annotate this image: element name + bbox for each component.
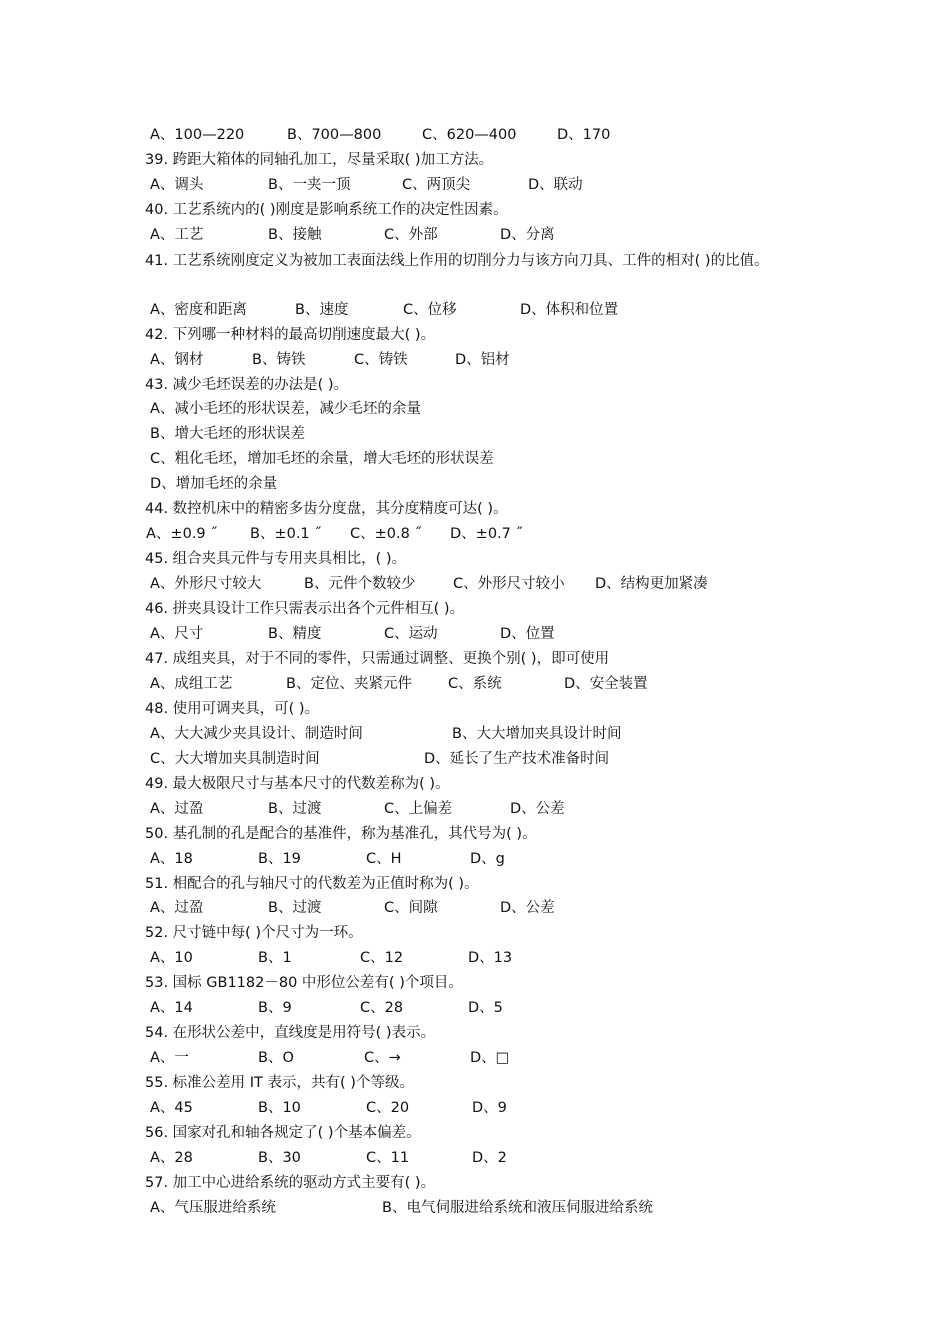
question-text: 40. 工艺系统内的( )刚度是影响系统工作的决定性因素。 — [145, 201, 508, 218]
question-text: 50. 基孔制的孔是配合的基准件，称为基准孔，其代号为( )。 — [145, 825, 537, 842]
answer-option: A、尺寸 — [150, 626, 204, 642]
answer-option: D、延长了生产技术准备时间 — [424, 750, 610, 767]
answer-options-row — [150, 473, 910, 498]
answer-option: D、增加毛坯的余量 — [150, 476, 278, 493]
answer-option: D、□ — [470, 1050, 510, 1067]
answer-option: B、速度 — [295, 301, 349, 318]
answer-option: B、定位、夹紧元件 — [286, 675, 412, 692]
question-text: 56. 国家对孔和轴各规定了( )个基本偏差。 — [145, 1125, 421, 1141]
question-text: 47. 成组夹具，对于不同的零件，只需通过调整、更换个别( )，即可使用 — [145, 650, 610, 667]
answer-option: D、安全装置 — [564, 675, 648, 692]
answer-option: D、位置 — [500, 626, 555, 642]
answer-option: B、9 — [258, 1000, 292, 1017]
answer-option: B、一夹一顶 — [268, 176, 351, 193]
answer-option: C、粗化毛坯，增加毛坯的余量，增大毛坯的形状误差 — [150, 451, 494, 468]
question-text: 49. 最大极限尺寸与基本尺寸的代数差称为( )。 — [145, 775, 450, 792]
question-text: 51. 相配合的孔与轴尺寸的代数差为正值时称为( )。 — [145, 875, 479, 892]
answer-options-row — [150, 398, 910, 423]
answer-option: A、±0.9 ˝ — [146, 526, 218, 543]
answer-option: A、过盈 — [150, 800, 204, 817]
answer-options-row — [150, 224, 910, 249]
answer-options-row — [150, 748, 910, 773]
answer-option: D、13 — [468, 950, 513, 967]
question-text: 57. 加工中心进给系统的驱动方式主要有( )。 — [145, 1174, 436, 1191]
answer-options-row — [150, 174, 910, 199]
answer-option: D、公差 — [510, 800, 565, 817]
answer-option: A、密度和距离 — [150, 301, 247, 318]
answer-option: A、14 — [150, 1000, 193, 1017]
answer-option: B、过渡 — [268, 900, 322, 917]
answer-option: D、结构更加紧凑 — [595, 576, 708, 593]
answer-option: B、700—800 — [287, 127, 382, 143]
answer-option: C、上偏差 — [384, 800, 453, 817]
answer-options-row — [150, 573, 910, 598]
answer-option: A、100—220 — [150, 127, 245, 143]
answer-options-row — [150, 1047, 910, 1072]
question-text: 41. 工艺系统刚度定义为被加工表面法线上作用的切削分力与该方向刀具、工件的相对( )的比值。 — [145, 252, 769, 269]
answer-option: B、±0.1 ˝ — [250, 526, 322, 543]
answer-option: C、间隙 — [384, 900, 438, 917]
answer-options-row — [150, 673, 910, 698]
question-text: 45. 组合夹具元件与专用夹具相比，( )。 — [145, 551, 407, 568]
answer-option: B、精度 — [268, 626, 322, 642]
answer-options-row — [150, 448, 910, 473]
question-text: 46. 拼夹具设计工作只需表示出各个元件相互( )。 — [145, 601, 465, 618]
answer-option: A、一 — [150, 1050, 189, 1067]
answer-option: D、±0.7 ˝ — [450, 526, 523, 543]
answer-option: D、170 — [557, 127, 611, 143]
answer-option: A、工艺 — [150, 226, 204, 243]
answer-option: B、接触 — [268, 226, 322, 243]
answer-option: C、20 — [366, 1100, 410, 1117]
answer-options-row — [150, 349, 910, 374]
answer-option: A、钢材 — [150, 351, 204, 368]
answer-option: D、体积和位置 — [520, 301, 619, 318]
answer-option: A、10 — [150, 950, 193, 967]
answer-option: D、铝材 — [455, 351, 510, 368]
answer-option: C、12 — [360, 950, 404, 967]
answer-option: C、位移 — [403, 301, 457, 318]
answer-option: D、9 — [472, 1100, 507, 1117]
answer-option: A、成组工艺 — [150, 675, 233, 692]
answer-options-row — [150, 1097, 910, 1122]
question-text: 48. 使用可调夹具，可( )。 — [145, 700, 320, 717]
answer-option: B、O — [258, 1050, 294, 1067]
answer-option: C、H — [366, 850, 402, 867]
answer-options-row — [150, 1197, 910, 1222]
answer-option: B、30 — [258, 1149, 301, 1166]
answer-option: B、1 — [258, 950, 292, 967]
question-text: 55. 标准公差用 IT 表示，共有( )个等级。 — [145, 1075, 414, 1092]
answer-option: B、19 — [258, 850, 301, 867]
answer-option: B、电气伺服进给系统和液压伺服进给系统 — [382, 1199, 653, 1216]
answer-option: B、元件个数较少 — [304, 576, 416, 593]
answer-option: A、18 — [150, 850, 193, 867]
answer-option: C、运动 — [384, 626, 438, 642]
answer-option: D、g — [470, 850, 505, 867]
question-text: 43. 减少毛坯误差的办法是( )。 — [145, 376, 349, 393]
question-text: 52. 尺寸链中每( )个尺寸为一环。 — [145, 925, 363, 942]
answer-options-row — [150, 798, 910, 823]
answer-option: C、外形尺寸较小 — [453, 576, 565, 593]
answer-options-row — [150, 623, 910, 648]
answer-option: D、2 — [472, 1149, 507, 1166]
answer-option: A、调头 — [150, 176, 204, 193]
answer-option: C、系统 — [448, 675, 502, 692]
answer-option: D、公差 — [500, 900, 555, 917]
answer-option: C、铸铁 — [354, 351, 408, 368]
question-text: 42. 下列哪一种材料的最高切削速度最大( )。 — [145, 326, 436, 343]
answer-option: C、620—400 — [422, 127, 517, 143]
answer-option: B、增大毛坯的形状误差 — [150, 426, 305, 443]
answer-option: D、联动 — [528, 176, 583, 193]
answer-options-row — [150, 897, 910, 922]
answer-option: C、±0.8 ˝ — [350, 526, 422, 543]
answer-option: A、减小毛坯的形状误差，减少毛坯的余量 — [150, 401, 421, 418]
question-text: 44. 数控机床中的精密多齿分度盘，其分度精度可达( )。 — [145, 501, 508, 518]
answer-option: D、5 — [468, 1000, 503, 1017]
answer-option: B、过渡 — [268, 800, 322, 817]
answer-option: A、45 — [150, 1100, 193, 1117]
answer-options-row — [150, 997, 910, 1022]
answer-option: C、两顶尖 — [402, 176, 471, 193]
answer-option: C、外部 — [384, 226, 438, 243]
answer-option: B、10 — [258, 1100, 301, 1117]
answer-options-row — [150, 299, 910, 324]
answer-option: C、→ — [364, 1050, 401, 1067]
answer-option: B、铸铁 — [252, 351, 306, 368]
answer-options-row — [150, 947, 910, 972]
question-text: 54. 在形状公差中，直线度是用符号( )表示。 — [145, 1025, 436, 1042]
answer-option: A、28 — [150, 1149, 193, 1166]
answer-option: C、28 — [360, 1000, 404, 1017]
answer-options-row — [150, 423, 910, 448]
answer-option: D、分离 — [500, 226, 555, 243]
answer-options-row — [150, 124, 910, 149]
answer-option: A、过盈 — [150, 900, 204, 917]
answer-option: C、大大增加夹具制造时间 — [150, 750, 320, 767]
answer-option: C、11 — [366, 1149, 410, 1166]
answer-options-row — [150, 1147, 910, 1172]
answer-option: A、外形尺寸较大 — [150, 576, 262, 593]
answer-options-row — [150, 723, 910, 748]
question-text: 53. 国标 GB1182－80 中形位公差有( )个项目。 — [145, 975, 463, 992]
answer-options-row — [146, 523, 910, 548]
answer-options-row — [150, 848, 910, 873]
answer-option: A、气压服进给系统 — [150, 1199, 276, 1216]
answer-option: B、大大增加夹具设计时间 — [452, 725, 622, 742]
question-text: 39. 跨距大箱体的同轴孔加工，尽量采取( )加工方法。 — [145, 151, 494, 168]
answer-option: A、大大减少夹具设计、制造时间 — [150, 725, 363, 742]
